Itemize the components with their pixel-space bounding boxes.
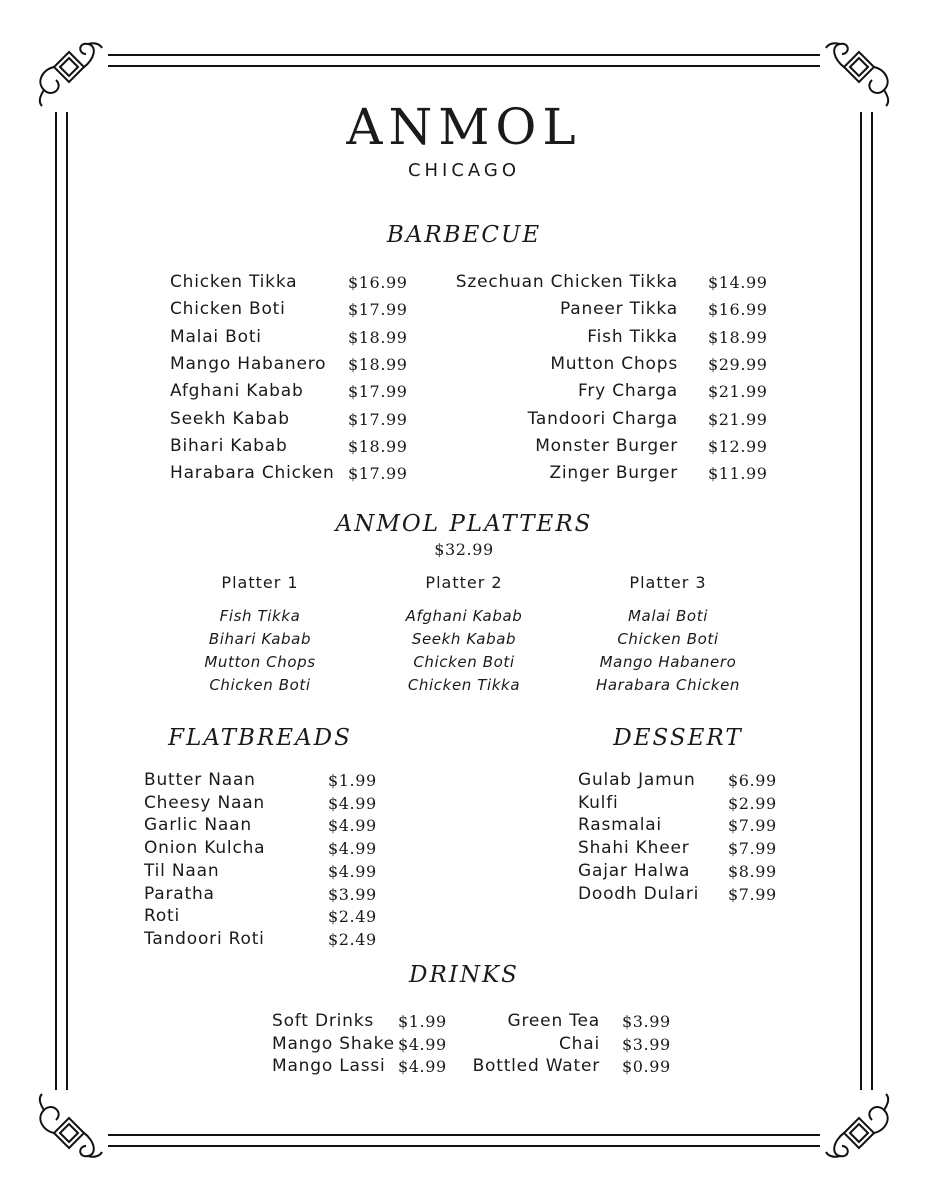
menu-item-name: Til Naan [144, 860, 220, 881]
platter-item: Mutton Chops [204, 653, 316, 671]
frame-top-inner [108, 65, 820, 67]
platter-item: Chicken Boti [617, 630, 719, 648]
menu-item-name: Monster Burger [535, 435, 678, 456]
frame-right-outer [871, 112, 873, 1090]
menu-item-name: Afghani Kabab [170, 381, 304, 402]
menu-item-price: $4.99 [328, 793, 377, 813]
menu-item-name: Malai Boti [170, 326, 262, 347]
menu-item-name: Chicken Boti [170, 299, 286, 320]
frame-bottom-inner [108, 1134, 820, 1136]
platter-item: Bihari Kabab [208, 630, 312, 648]
menu-item-price: $18.99 [348, 436, 408, 456]
menu-item-name: Bihari Kabab [170, 435, 288, 456]
menu-item-name: Zinger Burger [549, 463, 678, 484]
menu-item-name: Seekh Kabab [170, 408, 290, 429]
menu-item-price: $7.99 [728, 839, 777, 859]
platter-item: Harabara Chicken [595, 676, 741, 694]
menu-item-name: Tandoori Charga [527, 408, 678, 429]
menu-item-name: Mango Habanero [170, 353, 327, 374]
menu-item-price: $1.99 [398, 1012, 447, 1031]
menu-item-price: $17.99 [348, 464, 408, 484]
menu-item-name: Rasmalai [578, 815, 662, 836]
menu-item-name: Green Tea [507, 1011, 600, 1031]
menu-item-name: Mutton Chops [550, 353, 678, 374]
frame-left-outer [55, 112, 57, 1090]
platter-item: Malai Boti [628, 607, 708, 625]
menu-item-price: $7.99 [728, 816, 777, 836]
section-title-barbecue: BARBECUE [386, 222, 542, 248]
menu-item-name: Mango Lassi [272, 1056, 386, 1076]
platter-name: Platter 1 [221, 573, 299, 592]
menu-item-name: Doodh Dulari [578, 883, 700, 904]
menu-item-price: $29.99 [708, 354, 768, 374]
menu-item-price: $3.99 [622, 1034, 671, 1054]
section-title-dessert: DESSERT [613, 725, 743, 751]
platter-item: Mango Habanero [599, 653, 737, 671]
restaurant-name: ANMOL [346, 98, 582, 156]
platter-item: Chicken Boti [209, 676, 311, 694]
menu-item-price: $21.99 [708, 382, 768, 402]
menu-item-price: $2.49 [328, 929, 377, 949]
menu-item-name: Paneer Tikka [560, 299, 678, 320]
menu-item-price: $11.99 [708, 464, 768, 484]
menu-item-price: $14.99 [708, 273, 768, 292]
menu-item-name: Fry Charga [578, 381, 678, 402]
menu-item-price: $8.99 [728, 861, 777, 881]
menu-item-name: Tandoori Roti [144, 928, 265, 949]
menu-item-name: Soft Drinks [272, 1011, 375, 1031]
menu-item-price: $18.99 [348, 327, 408, 347]
menu-item-price: $7.99 [728, 884, 777, 904]
menu-item-price: $17.99 [348, 300, 408, 320]
menu-item-price: $4.99 [328, 839, 377, 859]
platter-item: Seekh Kabab [411, 630, 517, 648]
menu-item-price: $12.99 [708, 436, 768, 456]
section-title-flatbreads: FLATBREADS [168, 725, 352, 751]
menu-item-price: $2.49 [328, 907, 377, 927]
menu-item-price: $4.99 [398, 1057, 447, 1076]
menu-item-price: $4.99 [328, 816, 377, 836]
frame-top-outer [108, 54, 820, 56]
menu-item-price: $3.99 [328, 884, 377, 904]
frame-left-inner [66, 112, 68, 1090]
platters-price: $32.99 [434, 540, 494, 559]
menu-item-price: $17.99 [348, 409, 408, 429]
menu-item-name: Cheesy Naan [144, 792, 266, 813]
menu-item-price: $16.99 [348, 273, 408, 292]
menu-item-name: Paratha [144, 883, 215, 904]
menu-item-price: $6.99 [728, 771, 777, 790]
menu-item-price: $16.99 [708, 300, 768, 320]
platter-item: Afghani Kabab [405, 607, 523, 625]
menu-item-price: $4.99 [328, 861, 377, 881]
menu-item-name: Gajar Halwa [578, 860, 691, 881]
menu-item-name: Chicken Tikka [170, 272, 298, 292]
ornamental-corner-icon [34, 1090, 104, 1160]
menu-item-price: $18.99 [348, 354, 408, 374]
menu-item-price: $18.99 [708, 327, 768, 347]
menu-item-price: $4.99 [398, 1034, 447, 1054]
restaurant-city: CHICAGO [407, 160, 521, 181]
menu-item-name: Garlic Naan [144, 815, 252, 836]
menu-item-name: Chai [559, 1033, 600, 1054]
menu-item-name: Butter Naan [144, 770, 256, 790]
menu-item-name: Szechuan Chicken Tikka [455, 272, 678, 292]
menu-item-name: Fish Tikka [587, 326, 678, 347]
menu-item-name: Bottled Water [472, 1056, 600, 1076]
ornamental-corner-icon [824, 1090, 894, 1160]
menu-item-name: Onion Kulcha [144, 838, 266, 859]
platter-item: Chicken Boti [413, 653, 515, 671]
menu-item-name: Shahi Kheer [578, 838, 690, 859]
menu-item-price: $3.99 [622, 1012, 671, 1031]
menu-item-name: Kulfi [578, 792, 619, 813]
platter-item: Chicken Tikka [407, 676, 521, 694]
menu-item-price: $21.99 [708, 409, 768, 429]
menu-item-price: $2.99 [728, 793, 777, 813]
menu-item-name: Roti [144, 906, 181, 927]
platter-item: Fish Tikka [219, 607, 301, 625]
menu-item-name: Gulab Jamun [578, 770, 696, 790]
platter-name: Platter 3 [629, 573, 707, 592]
menu-item-price: $17.99 [348, 382, 408, 402]
section-title-platters: ANMOL PLATTERS [335, 511, 593, 537]
menu-item-price: $1.99 [328, 771, 377, 790]
frame-bottom-outer [108, 1145, 820, 1147]
menu-item-name: Mango Shake [272, 1033, 395, 1054]
frame-right-inner [860, 112, 862, 1090]
menu-item-price: $0.99 [622, 1057, 671, 1076]
platter-name: Platter 2 [425, 573, 503, 592]
section-title-drinks: DRINKS [409, 962, 519, 988]
menu-item-name: Harabara Chicken [170, 463, 335, 484]
